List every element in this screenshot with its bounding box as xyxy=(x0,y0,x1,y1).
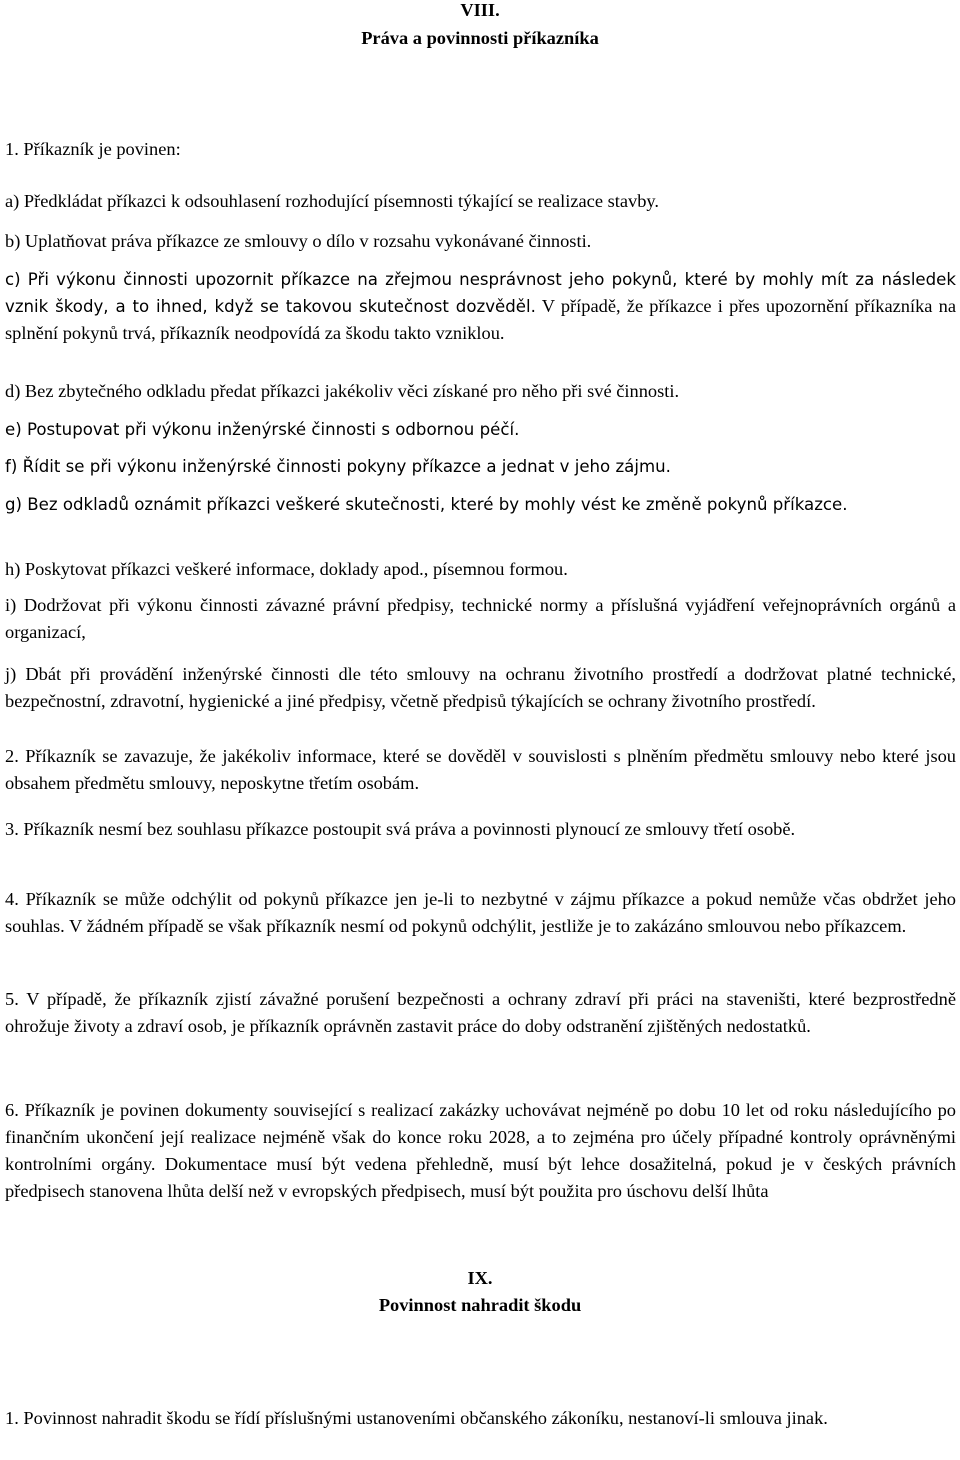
list-item-c-continuation: V případě, že příkazce i přes upozornění příkazníka na splnění pokynů trvá, příkazník neodpovídá za škodu takto vzniklou. xyxy=(5,296,956,343)
paragraph-5: 5. V případě, že příkazník zjistí závažné porušení bezpečnosti a ochrany zdraví při práci na staveništi, které bezprostředně ohrožuje životy a zdraví osob, je příkazník oprávněn zastavit práce do doby odstranění zjištěných nedostatků. xyxy=(5,989,956,1036)
list-item-c-text: c) Při výkonu činnosti upozornit příkazce na zřejmou nesprávnost jeho pokynů, které by mohly mít za následek vznik škody, a to ihned, když se takovou skutečnost dozvěděl. xyxy=(5,270,956,316)
paragraph-3: 3. Příkazník nesmí bez souhlasu příkazce postoupit svá práva a povinnosti plynoucí ze smlouvy třetí osobě. xyxy=(5,819,796,839)
list-item-d: d) Bez zbytečného odkladu předat příkazci jakékoliv věci získané pro něho při své činnosti. xyxy=(5,381,680,401)
list-item-i: i) Dodržovat při výkonu činnosti závazné právní předpisy, technické normy a příslušná vyjádření veřejnoprávních orgánů a organizací, xyxy=(5,595,956,642)
paragraph-6: 6. Příkazník je povinen dokumenty související s realizací zakázky uchovávat nejméně po dobu 10 let od roku následujícího po finančním ukončení její realizace nejméně však do konce roku 2028, a to zejména pro účely případné kontroly oprávněnými kontrolními orgány. Dokumentace musí být vedena přehledně, musí být lehce dosažitelná, pokud je v českých právních předpisech stanovena lhůta delší než v evropských předpisech, musí být použita pro úschovu delší lhůta xyxy=(5,1100,956,1201)
section-9-number: IX. xyxy=(467,1268,493,1288)
paragraph-1-intro: 1. Příkazník je povinen: xyxy=(5,139,181,159)
section-9-title: Povinnost nahradit škodu xyxy=(378,1295,582,1315)
list-item-b: b) Uplatňovat práva příkazce ze smlouvy o dílo v rozsahu vykonávané činnosti. xyxy=(5,231,592,251)
section-number: VIII. xyxy=(460,0,500,20)
list-item-h: h) Poskytovat příkazci veškeré informace, doklady apod., písemnou formou. xyxy=(5,559,568,579)
paragraph-4: 4. Příkazník se může odchýlit od pokynů příkazce jen je-li to nezbytné v zájmu příkazce a pokud nemůže včas obdržet jeho souhlas. V žádném případě se však příkazník nesmí od pokynů odchýlit, jestliže je to zakázáno smlouvou nebo příkazcem. xyxy=(5,889,956,936)
paragraph-2: 2. Příkazník se zavazuje, že jakékoliv informace, které se dověděl v souvislosti s plněním předmětu smlouvy nebo které jsou obsahem předmětu smlouvy, neposkytne třetím osobám. xyxy=(5,746,956,793)
section-title: Práva a povinnosti příkazníka xyxy=(361,28,599,48)
list-item-c xyxy=(5,266,956,347)
section-9-paragraph-1: 1. Povinnost nahradit škodu se řídí příslušnými ustanoveními občanského zákoníku, nestanoví-li smlouva jinak. xyxy=(5,1408,828,1428)
list-item-j: j) Dbát při provádění inženýrské činnosti dle této smlouvy na ochranu životního prostředí a dodržovat platné technické, bezpečnostní, zdravotní, hygienické a jiné předpisy, včetně předpisů týkajících se ochrany životního prostředí. xyxy=(5,664,956,711)
list-item-a: a) Předkládat příkazci k odsouhlasení rozhodující písemnosti týkající se realizace stavby. xyxy=(5,191,660,211)
list-item-e: e) Postupovat při výkonu inženýrské činnosti s odbornou péčí. xyxy=(5,420,520,439)
list-item-f: f) Řídit se při výkonu inženýrské činnosti pokyny příkazce a jednat v jeho zájmu. xyxy=(5,457,671,476)
list-item-g: g) Bez odkladů oznámit příkazci veškeré skutečnosti, které by mohly vést ke změně pokynů příkazce. xyxy=(5,495,848,514)
